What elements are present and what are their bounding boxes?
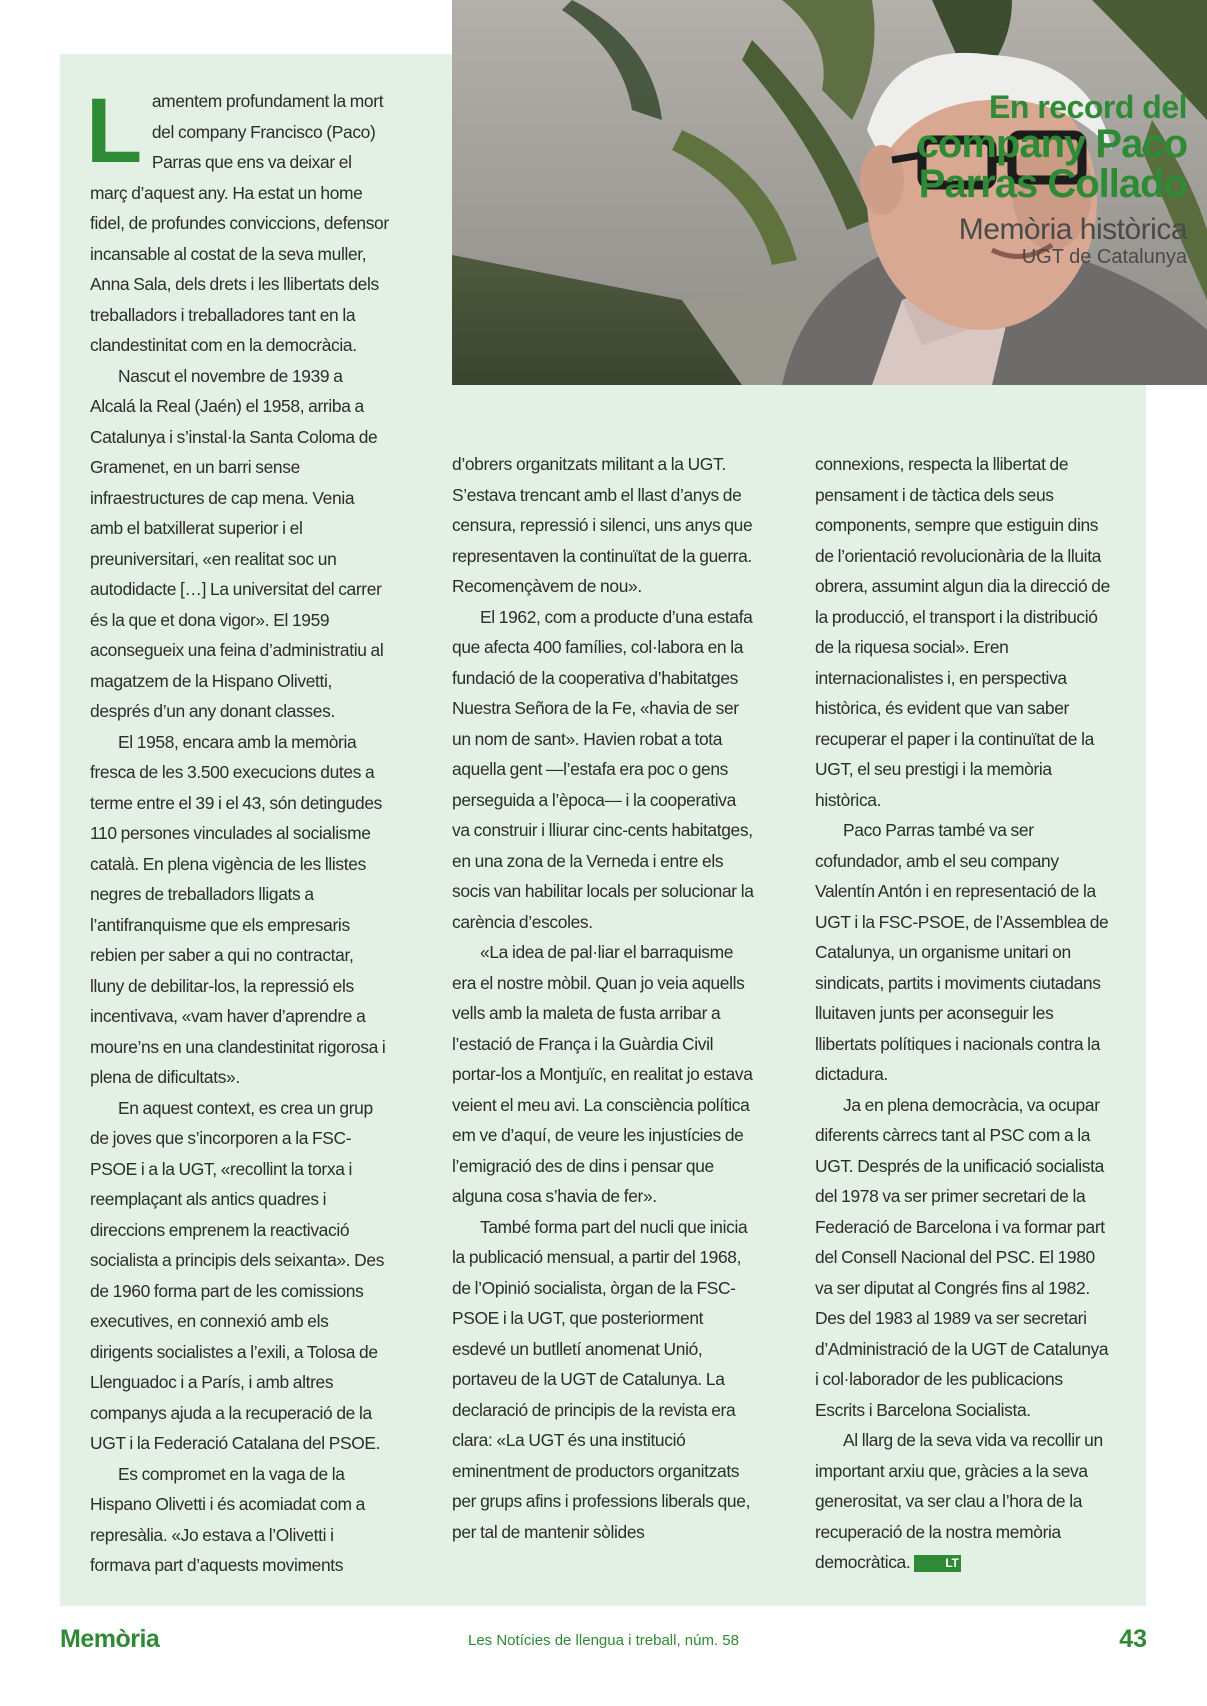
article-headline <box>917 90 1187 268</box>
drop-cap: L <box>86 80 142 182</box>
paragraph: També forma part del nucli que inicia la publicació mensual, a partir del 1968, de l’Opinió socialista, òrgan de la FSC-PSOE i la UGT, que posteriorment esdevé un butlletí anomenat Unió, portaveu de la UGT de Catalunya. La declaració de principis de la revista era clara: «La UGT és una institució eminentment de productors organitzats per grups afins i professions liberals que, per tal de mantenir sòlides <box>452 1216 751 1542</box>
article-column-3 <box>815 449 1115 1578</box>
paragraph: Ja en plena democràcia, va ocupar diferents càrrecs tant al PSC com a la UGT. Després de la unificació socialista del 1978 va ser primer secretari de la Federació de Barcelona i va formar part del Consell Nacional del PSC. El 1980 va ser diputat al Congrés fins al 1982. Des del 1983 al 1989 va ser secretari d’Administració de la UGT de Catalunya i col·laborador de les publicacions Escrits i Barcelona Socialista. <box>815 1094 1109 1420</box>
paragraph: En aquest context, es crea un grup de joves que s’incorporen a la FSC-PSOE i a la UGT, «recollint la torxa i reemplaçant als antics quadres i direccions emprenem la reactivació socialista a principis dels seixanta». Des de 1960 forma part de les comissions executives, en connexió amb els dirigents socialistes a l’exili, a Tolosa de Llenguadoc i a París, i amb altres companys ajuda a la recuperació de la UGT i la Federació Catalana del PSOE. <box>90 1097 385 1453</box>
page-number: 43 <box>1119 1625 1147 1653</box>
paragraph: Paco Parras també va ser cofundador, amb el seu company Valentín Antón i en representació de la UGT i la FSC-PSOE, de l’Assemblea de Catalunya, un organisme unitari on sindicats, partits i moviments ciutadans lluitaven junts per aconseguir les llibertats polítiques i nacionals contra la dictadura. <box>815 820 1109 1084</box>
footer-publication: Les Notícies de llengua i treball, núm. 58 <box>468 1632 739 1649</box>
paragraph: «La idea de pal·liar el barraquisme era el nostre mòbil. Quan jo veia aquells vells amb la maleta de fusta arribar a l’estació de França i la Guàrdia Civil portar-los a Montjuïc, en realitat jo estava veient el meu avi. La consciència política em ve d’aquí, de veure les injustícies de l’emigració des de dins i pensar que alguna cosa s’havia de fer». <box>452 942 753 1206</box>
paragraph: amentem profundament la mort del company Francisco (Paco) Parras que ens va deixar el març d’aquest any. Ha estat un home fidel, de profundes conviccions, defensor incansable al costat de la seva muller, Anna Sala, dels drets i les llibertats dels treballadors i treballadores tant en la clandestinitat com en la democràcia. <box>90 91 389 355</box>
portrait-photo <box>452 0 1207 385</box>
paragraph: El 1962, com a producte d’una estafa que afecta 400 famílies, col·labora en la fundació de la cooperativa d’habitatges Nuestra Señora de la Fe, «havia de ser un nom de sant». Havien robat a tota aquella gent —l’estafa era poc o gens perseguida a l’època— i la cooperativa va construir i lliurar cinc-cents habitatges, en una zona de la Verneda i entre els socis van habilitar locals per solucionar la carència d’escoles. <box>452 606 754 932</box>
organization-label: UGT de Catalunya <box>1021 246 1187 268</box>
article-column-1 <box>86 80 390 1581</box>
lt-end-mark-icon: LT <box>914 1555 961 1572</box>
paragraph: El 1958, encara amb la memòria fresca de les 3.500 execucions dutes a terme entre el 39 i el 43, són detingudes 110 persones vinculades al socialisme català. En plena vigència de les llistes negres de treballadors lligats a l’antifranquisme que els empresaris rebien per saber a qui no contractar, lluny de debilitar-los, la repressió els incentivava, «vam haver d’aprendre a moure’ns en una clandestinitat rigorosa i plena de dificultats». <box>90 731 386 1087</box>
paragraph: d’obrers organitzats militant a la UGT. S’estava trencant amb el llast d’anys de censura, repressió i silenci, uns anys que representaven la continuïtat de la guerra. Recomençàvem de nou». <box>452 454 753 596</box>
paragraph-text: Al llarg de la seva vida va recollir un important arxiu que, gràcies a la seva generositat, va ser clau a l’hora de la recuperació de la nostra memòria democràtica. <box>815 1430 1103 1572</box>
paragraph-final <box>815 1425 1115 1578</box>
title-line-1: En record del <box>989 89 1187 125</box>
title-line-3: Parras Collado <box>918 162 1187 206</box>
paragraph: Es compromet en la vaga de la Hispano Olivetti i és acomiadat com a represàlia. «Jo estava a l’Olivetti i formava part d’aquests moviments <box>90 1463 365 1575</box>
title-line-2: company Paco <box>916 122 1187 166</box>
paragraph: Nascut el novembre de 1939 a Alcalá la Real (Jaén) el 1958, arriba a Catalunya i s’instal·la Santa Coloma de Gramenet, en un barri sense infraestructures de cap mena. Venia amb el batxillerat superior i el preuniversitari, «en realitat soc un autodidacte […] La universitat del carrer és la que et dona vigor». El 1959 aconsegueix una feina d’administratiu al magatzem de la Hispano Olivetti, després d’un any donant classes. <box>90 365 384 721</box>
subtitle: Memòria històrica <box>958 213 1187 246</box>
footer-section: Memòria <box>60 1625 160 1653</box>
paragraph: connexions, respecta la llibertat de pensament i de tàctica dels seus components, sempre que estiguin dins de l’orientació revolucionària de la lluita obrera, assumint algun dia la direcció de la producció, el transport i la distribució de la riquesa social». Eren internacionalistes i, en perspectiva històrica, és evident que van saber recuperar el paper i la continuïtat de la UGT, el seu prestigi i la memòria històrica. <box>815 454 1110 810</box>
article-column-2 <box>452 449 757 1547</box>
